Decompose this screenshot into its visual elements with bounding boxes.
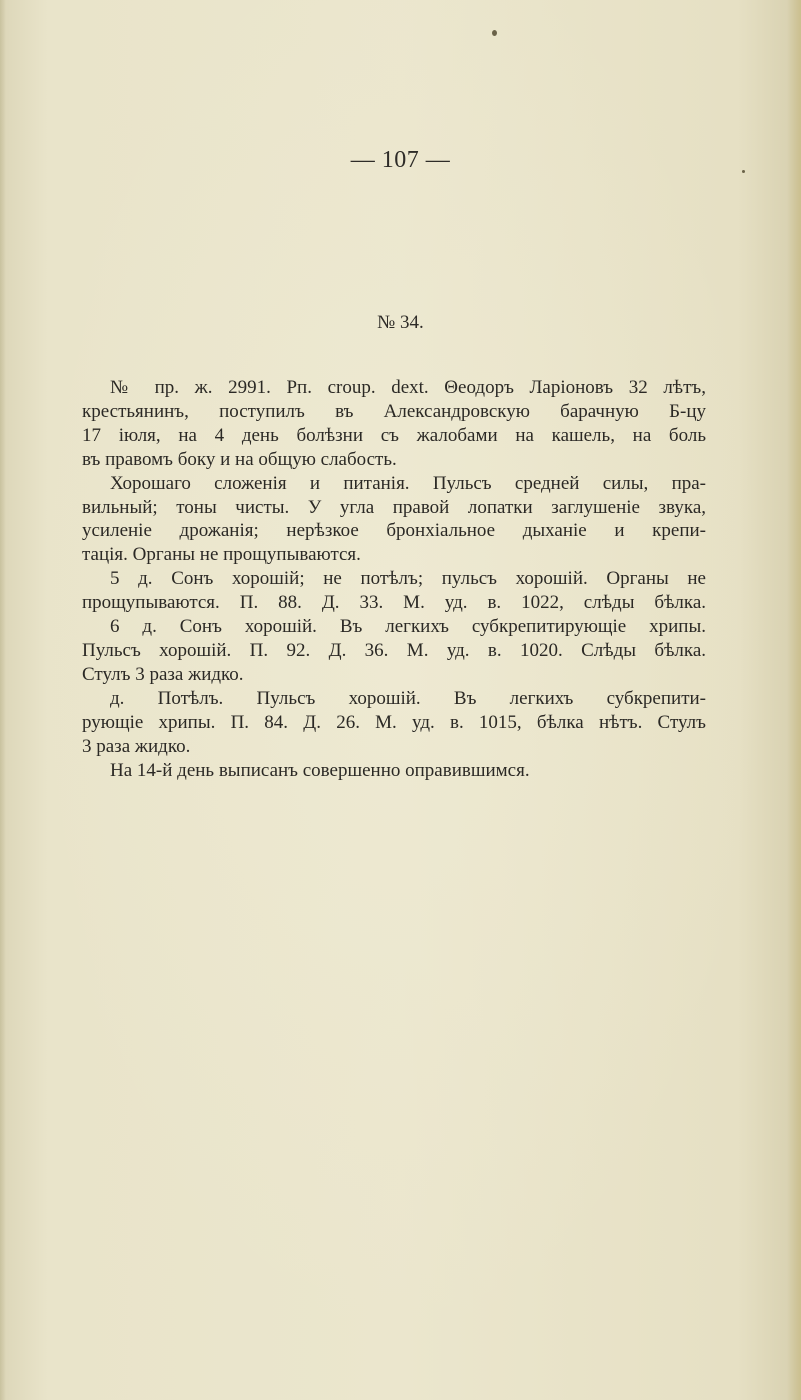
text-line: усиленіе дрожанія; нерѣзкое бронхіальное дыханіе и крепи- [82, 520, 706, 542]
case-record-text [82, 376, 706, 782]
case-number: № 34. [377, 312, 424, 333]
text-line: № пр. ж. 2991. Рп. croup. dext. Θеодоръ Ларіоновъ 32 лѣтъ, [110, 377, 706, 398]
text-line: 6 д. Сонъ хорошій. Въ легкихъ субкрепитирующіе хрипы. [110, 616, 706, 638]
text-line: 3 раза жидко. [82, 735, 191, 757]
text-line: крестьянинъ, поступилъ въ Александровскую барачную Б-цу [82, 400, 706, 422]
text-line: тація. Органы не прощупываются. [82, 544, 361, 566]
page-edge-left [0, 0, 6, 1400]
page-number: — 107 — [350, 147, 451, 173]
text-line: д. Потѣлъ. Пульсъ хорошій. Въ легкихъ субкрепити- [110, 687, 706, 709]
text-line: На 14-й день выписанъ совершенно оправившимся. [110, 759, 530, 781]
text-line: прощупываются. П. 88. Д. 33. М. уд. в. 1022, слѣды бѣлка. [82, 592, 706, 614]
text-line: 5 д. Сонъ хорошій; не потѣлъ; пульсъ хорошій. Органы не [110, 568, 706, 590]
text-line: Хорошаго сложенія и питанія. Пульсъ средней силы, пра- [110, 472, 706, 494]
ink-speck [492, 30, 497, 36]
text-line: Пульсъ хорошій. П. 92. Д. 36. М. уд. в. 1020. Слѣды бѣлка. [82, 639, 706, 661]
text-line: рующіе хрипы. П. 84. Д. 26. М. уд. в. 1015, бѣлка нѣтъ. Стулъ [82, 711, 706, 733]
text-line: 17 іюля, на 4 день болѣзни съ жалобами на кашель, на боль [82, 424, 706, 446]
text-line: вильный; тоны чисты. У угла правой лопатки заглушеніе звука, [82, 496, 706, 518]
page-edge-right [787, 0, 801, 1400]
text-line: Стулъ 3 раза жидко. [82, 663, 244, 685]
text-line: въ правомъ боку и на общую слабость. [82, 448, 397, 470]
